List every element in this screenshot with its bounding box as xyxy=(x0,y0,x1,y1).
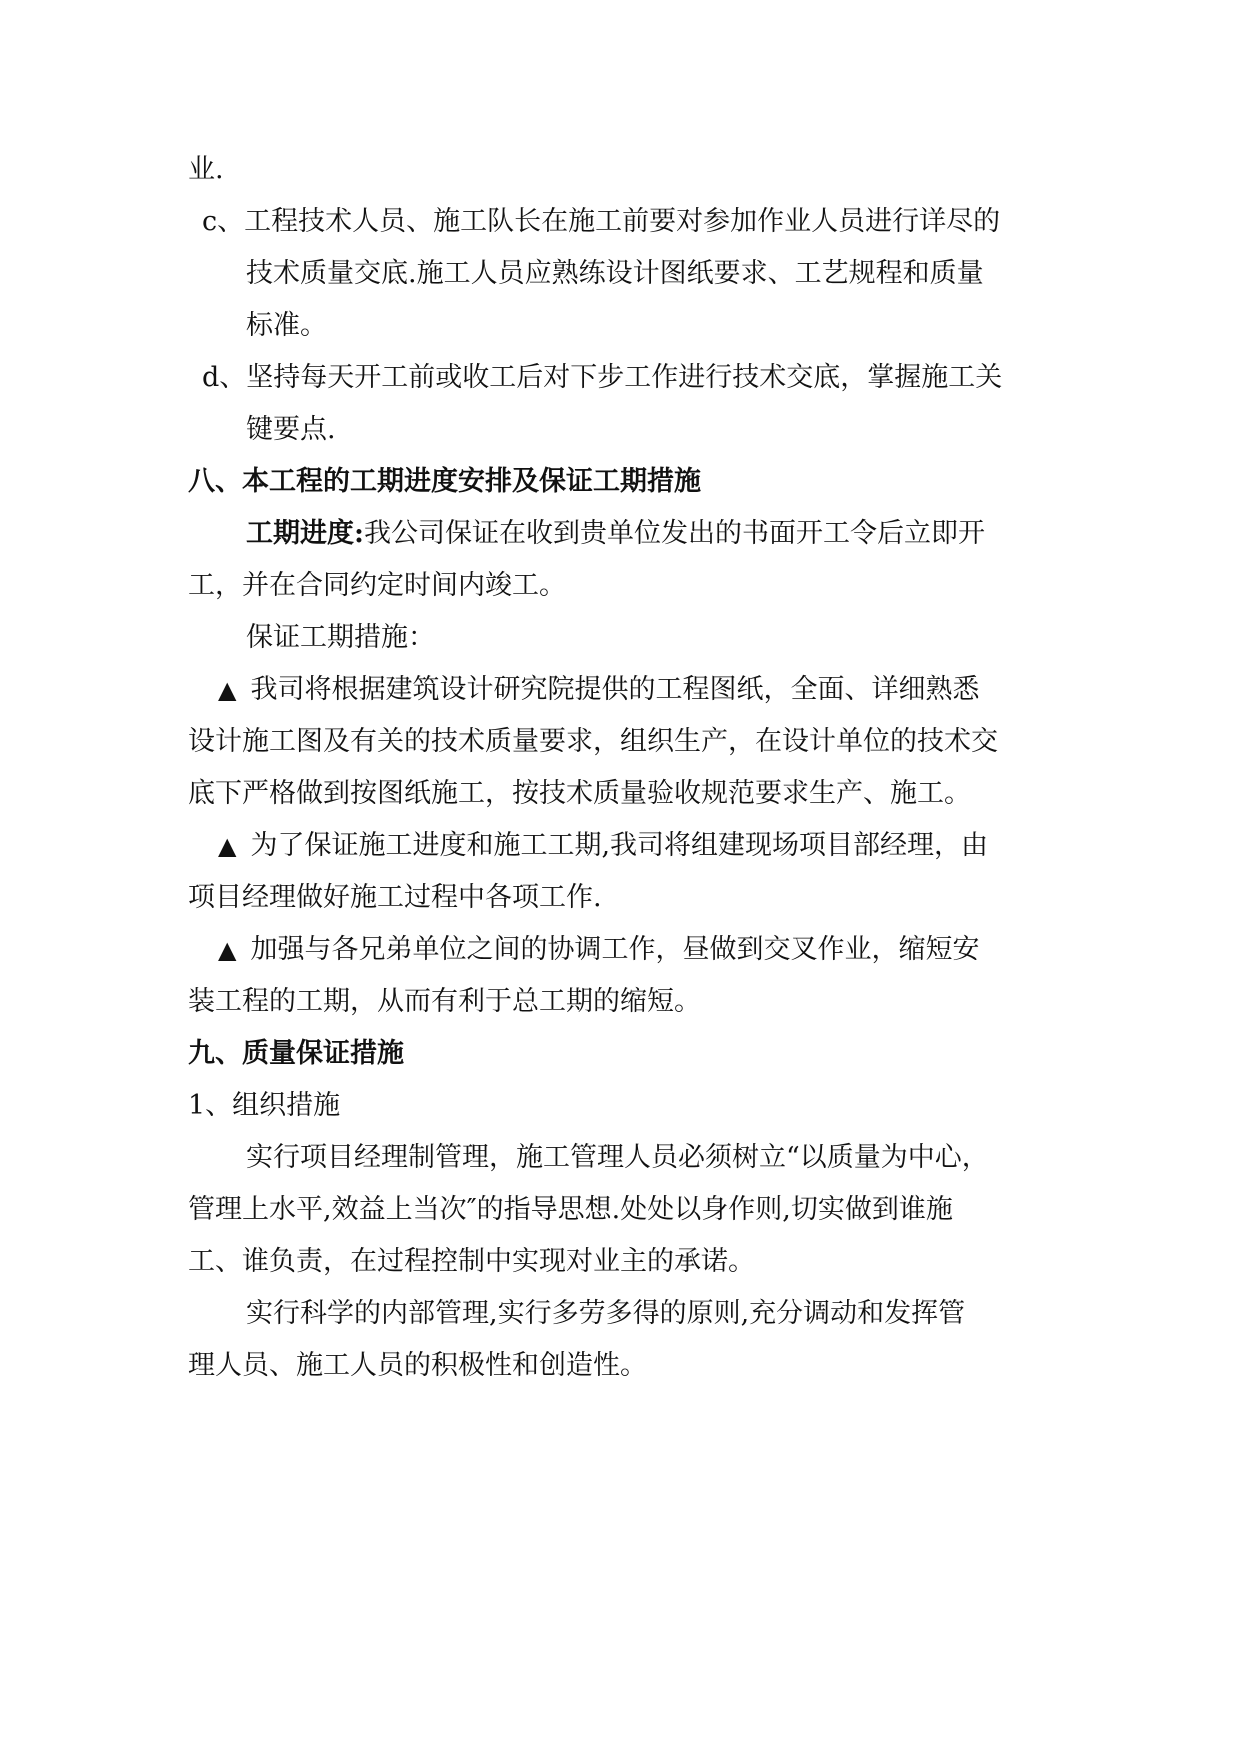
text-line: 项目经理做好施工过程中各项工作. xyxy=(188,882,602,913)
bullet-text: 为了保证施工进度和施工工期,我司将组建现场项目部经理，由 xyxy=(250,830,989,861)
triangle-bullet-icon: ▲ xyxy=(218,936,237,964)
text-line: 管理上水平,效益上当次″的指导思想.处处以身作则,切实做到谁施 xyxy=(188,1194,953,1225)
text-line: 实行项目经理制管理，施工管理人员必须树立“以质量为中心， xyxy=(246,1142,989,1173)
section-heading-8: 八、本工程的工期进度安排及保证工期措施 xyxy=(188,466,701,497)
text-line: 工，并在合同约定时间内竣工。 xyxy=(188,570,566,601)
text-line: 技术质量交底.施工人员应熟练设计图纸要求、工艺规程和质量 xyxy=(246,258,984,289)
list-item-c: c、工程技术人员、施工队长在施工前要对参加作业人员进行详尽的 xyxy=(202,206,1001,237)
text-line: 键要点. xyxy=(246,414,336,445)
text-line: 装工程的工期，从而有利于总工期的缩短。 xyxy=(188,986,701,1017)
text-line: 理人员、施工人员的积极性和创造性。 xyxy=(188,1350,647,1381)
text-line: 底下严格做到按图纸施工，按技术质量验收规范要求生产、施工。 xyxy=(188,778,971,809)
bullet-item xyxy=(218,670,979,710)
text-line: 设计施工图及有关的技术质量要求，组织生产，在设计单位的技术交 xyxy=(188,726,998,757)
bullet-item xyxy=(218,930,979,970)
schedule-label: 工期进度: xyxy=(246,518,364,549)
triangle-bullet-icon: ▲ xyxy=(218,676,237,704)
subheading-measures: 保证工期措施： xyxy=(246,622,435,653)
triangle-bullet-icon: ▲ xyxy=(218,832,237,860)
section-heading-9: 九、质量保证措施 xyxy=(188,1038,404,1069)
text-line: 标准。 xyxy=(246,310,327,341)
list-item-d: d、坚持每天开工前或收工后对下步工作进行技术交底，掌握施工关 xyxy=(202,362,1003,393)
text-line: 实行科学的内部管理,实行多劳多得的原则,充分调动和发挥管 xyxy=(246,1298,966,1329)
schedule-paragraph xyxy=(246,514,985,554)
bullet-item xyxy=(218,826,988,866)
schedule-text: 我公司保证在收到贵单位发出的书面开工令后立即开 xyxy=(363,518,985,549)
text-line: 工、谁负责，在过程控制中实现对业主的承诺。 xyxy=(188,1246,755,1277)
bullet-text: 加强与各兄弟单位之间的协调工作，昼做到交叉作业，缩短安 xyxy=(250,934,980,965)
text-line: 业. xyxy=(188,154,224,185)
subsection-heading-1: 1、组织措施 xyxy=(188,1090,341,1121)
bullet-text: 我司将根据建筑设计研究院提供的工程图纸，全面、详细熟悉 xyxy=(250,674,980,705)
